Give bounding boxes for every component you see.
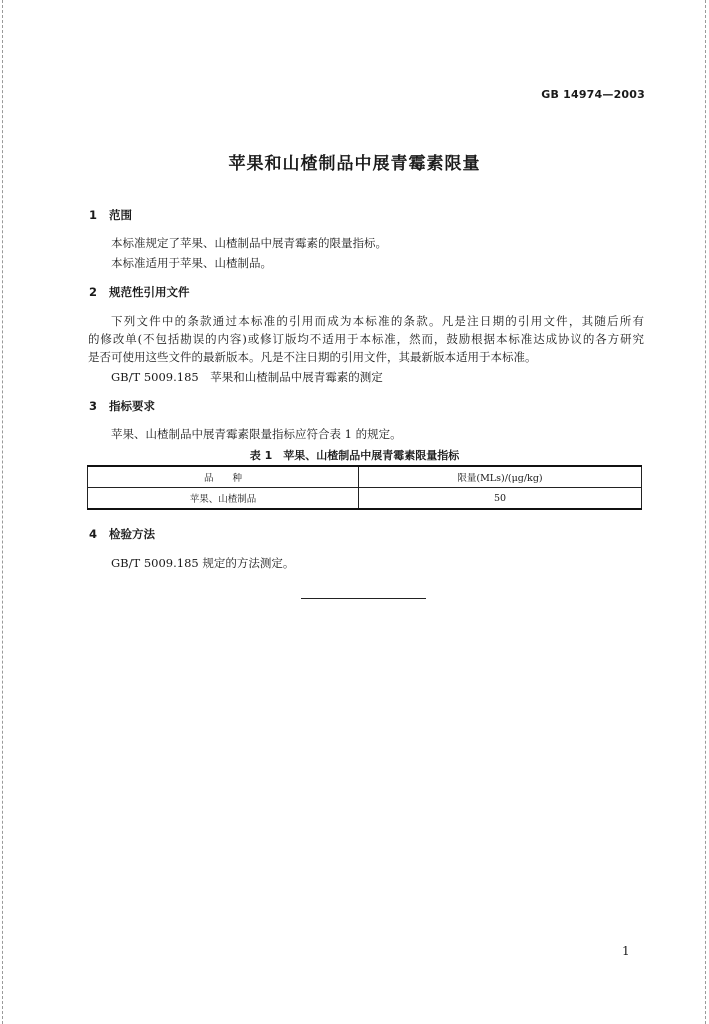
section-title: 指标要求	[109, 399, 155, 413]
section-2-heading	[89, 284, 190, 300]
section-title: 检验方法	[109, 527, 155, 541]
section-2-line-2: 的修改单(不包括勘误的内容)或修订版均不适用于本标准，然而，鼓励根据本标准达成协议的各方研究	[88, 332, 644, 346]
section-number: 2	[89, 285, 98, 299]
page-number: 1	[622, 944, 630, 958]
limit-table	[87, 465, 642, 510]
section-3-heading	[89, 398, 155, 414]
table-caption: 表 1 苹果、山楂制品中展青霉素限量指标	[249, 449, 460, 462]
cell-variety: 苹果、山楂制品	[88, 488, 359, 510]
cell-limit-value: 50	[359, 488, 642, 510]
section-3-paragraph: 苹果、山楂制品中展青霉素限量指标应符合表 1 的规定。	[111, 427, 402, 441]
normative-reference: GB/T 5009.185 苹果和山楂制品中展青霉素的测定	[111, 370, 383, 384]
column-header-limit: 限量(MLs)/(μg/kg)	[359, 466, 642, 488]
section-4-heading	[89, 526, 155, 542]
column-header-variety: 品 种	[88, 466, 359, 488]
standard-code: GB 14974—2003	[541, 88, 645, 101]
section-number: 1	[89, 208, 98, 222]
table-header-row	[88, 466, 642, 488]
section-4-paragraph: GB/T 5009.185 规定的方法测定。	[111, 556, 295, 570]
section-1-heading	[89, 207, 132, 223]
section-number: 3	[89, 399, 98, 413]
section-title: 规范性引用文件	[109, 285, 190, 299]
table-row	[88, 488, 642, 510]
end-of-text-rule	[301, 598, 426, 599]
section-2-line-1: 下列文件中的条款通过本标准的引用而成为本标准的条款。凡是注日期的引用文件，其随后所有	[111, 314, 644, 328]
section-1-paragraph-2: 本标准适用于苹果、山楂制品。	[111, 256, 272, 270]
section-2-line-3: 是否可使用这些文件的最新版本。凡是不注日期的引用文件，其最新版本适用于本标准。	[88, 350, 537, 364]
document-title: 苹果和山楂制品中展青霉素限量	[228, 154, 481, 174]
section-1-paragraph-1: 本标准规定了苹果、山楂制品中展青霉素的限量指标。	[111, 236, 387, 250]
section-title: 范围	[109, 208, 132, 222]
section-number: 4	[89, 527, 98, 541]
